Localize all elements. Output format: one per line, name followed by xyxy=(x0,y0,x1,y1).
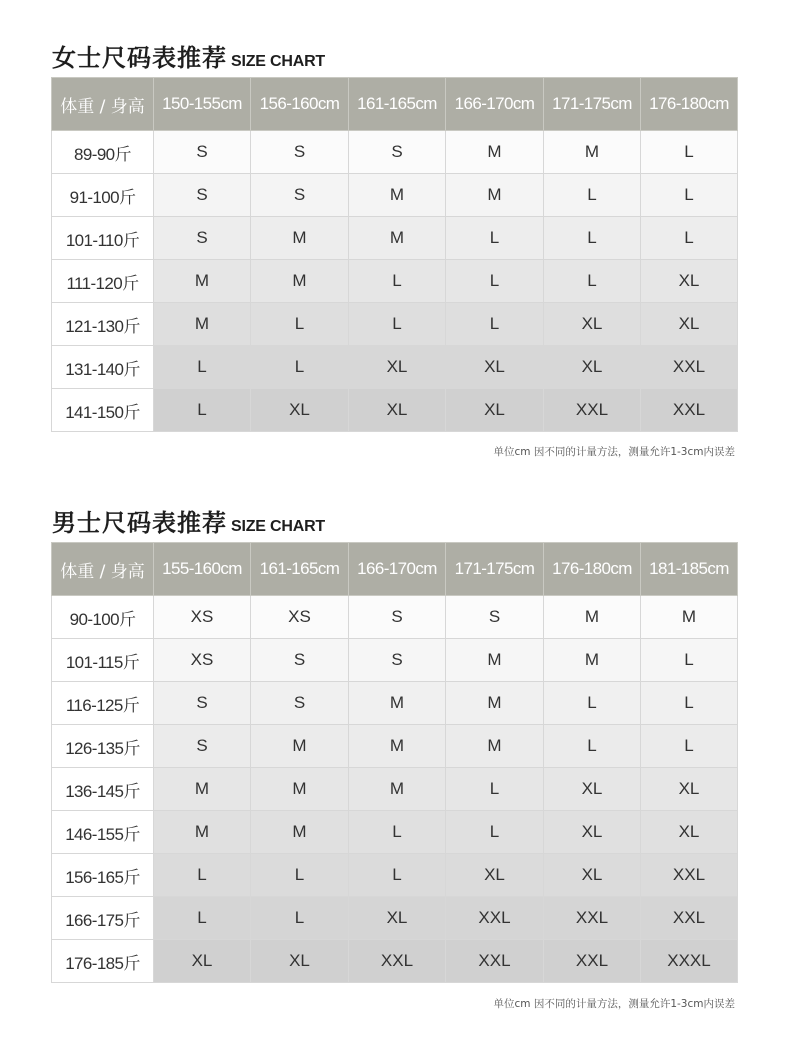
men-size-table xyxy=(51,542,738,983)
men-size-cell: XL xyxy=(544,768,641,811)
men-size-cell: L xyxy=(349,854,446,897)
women-weight-cell: 89-90斤 xyxy=(52,131,154,174)
women-size-cell: XXL xyxy=(544,389,641,432)
men-table-row xyxy=(52,596,738,639)
men-size-cell: L xyxy=(154,897,251,940)
men-size-cell: XXL xyxy=(446,897,544,940)
women-height-header: 176-180cm xyxy=(641,78,738,131)
women-size-cell: L xyxy=(446,217,544,260)
men-size-cell: XS xyxy=(251,596,349,639)
men-size-cell: L xyxy=(641,682,738,725)
women-weight-cell: 141-150斤 xyxy=(52,389,154,432)
women-size-cell: L xyxy=(641,131,738,174)
women-weight-cell: 101-110斤 xyxy=(52,217,154,260)
women-size-table xyxy=(51,77,738,432)
women-size-cell: L xyxy=(641,174,738,217)
men-size-cell: M xyxy=(446,639,544,682)
women-table-row xyxy=(52,303,738,346)
women-size-cell: XL xyxy=(641,260,738,303)
women-table-row xyxy=(52,346,738,389)
women-size-cell: L xyxy=(349,303,446,346)
women-weight-cell: 121-130斤 xyxy=(52,303,154,346)
men-section-title xyxy=(52,503,325,538)
men-size-cell: XXXL xyxy=(641,940,738,983)
women-height-header: 150-155cm xyxy=(154,78,251,131)
men-weight-cell: 116-125斤 xyxy=(52,682,154,725)
women-header-row xyxy=(52,78,738,131)
women-weight-cell: 131-140斤 xyxy=(52,346,154,389)
women-size-cell: M xyxy=(251,217,349,260)
women-size-cell: L xyxy=(641,217,738,260)
men-size-cell: M xyxy=(251,725,349,768)
men-height-header: 166-170cm xyxy=(349,543,446,596)
men-size-cell: XXL xyxy=(544,940,641,983)
men-table-row xyxy=(52,639,738,682)
women-size-cell: XL xyxy=(641,303,738,346)
women-size-cell: L xyxy=(349,260,446,303)
women-size-cell: XL xyxy=(349,346,446,389)
women-size-cell: L xyxy=(544,217,641,260)
men-size-cell: XXL xyxy=(446,940,544,983)
women-title-zh: 女士尺码表推荐 xyxy=(52,44,227,72)
men-size-cell: S xyxy=(154,682,251,725)
women-size-cell: L xyxy=(154,346,251,389)
men-weight-cell: 176-185斤 xyxy=(52,940,154,983)
men-size-cell: XL xyxy=(349,897,446,940)
women-height-header: 161-165cm xyxy=(349,78,446,131)
women-size-cell: M xyxy=(154,303,251,346)
men-size-cell: XXL xyxy=(544,897,641,940)
men-size-cell: M xyxy=(544,596,641,639)
men-size-cell: XL xyxy=(641,768,738,811)
women-size-cell: XL xyxy=(544,346,641,389)
men-size-cell: S xyxy=(154,725,251,768)
men-title-en: SIZE CHART xyxy=(231,518,326,535)
men-size-cell: M xyxy=(349,682,446,725)
women-size-cell: XL xyxy=(446,346,544,389)
women-size-cell: XL xyxy=(251,389,349,432)
men-size-cell: L xyxy=(349,811,446,854)
women-size-cell: S xyxy=(154,131,251,174)
men-weight-cell: 101-115斤 xyxy=(52,639,154,682)
men-table-row xyxy=(52,725,738,768)
men-size-cell: XXL xyxy=(641,897,738,940)
men-size-cell: XL xyxy=(641,811,738,854)
women-size-cell: L xyxy=(251,346,349,389)
women-size-cell: L xyxy=(446,260,544,303)
women-size-cell: M xyxy=(446,174,544,217)
men-size-cell: XL xyxy=(544,811,641,854)
men-size-cell: L xyxy=(641,639,738,682)
women-table-row xyxy=(52,174,738,217)
men-size-cell: XL xyxy=(251,940,349,983)
women-size-cell: M xyxy=(349,174,446,217)
women-table-row xyxy=(52,131,738,174)
women-weight-cell: 91-100斤 xyxy=(52,174,154,217)
men-size-cell: L xyxy=(251,897,349,940)
men-size-cell: M xyxy=(251,768,349,811)
men-size-cell: S xyxy=(251,639,349,682)
men-size-cell: L xyxy=(446,768,544,811)
men-size-cell: XL xyxy=(446,854,544,897)
men-weight-cell: 90-100斤 xyxy=(52,596,154,639)
men-size-cell: S xyxy=(251,682,349,725)
women-height-header: 166-170cm xyxy=(446,78,544,131)
men-size-cell: L xyxy=(446,811,544,854)
women-size-cell: XXL xyxy=(641,389,738,432)
men-size-cell: S xyxy=(349,639,446,682)
men-height-header: 171-175cm xyxy=(446,543,544,596)
women-measurement-note: 单位cm 因不同的计量方法，测量允许1-3cm内误差 xyxy=(493,446,735,458)
men-size-cell: M xyxy=(349,768,446,811)
men-table-row xyxy=(52,854,738,897)
men-height-header: 176-180cm xyxy=(544,543,641,596)
men-size-cell: M xyxy=(251,811,349,854)
men-size-cell: S xyxy=(349,596,446,639)
women-size-cell: M xyxy=(251,260,349,303)
men-size-cell: XXL xyxy=(641,854,738,897)
men-size-cell: XL xyxy=(544,854,641,897)
men-weight-cell: 156-165斤 xyxy=(52,854,154,897)
men-size-cell: XL xyxy=(154,940,251,983)
men-corner-label: 体重 / 身高 xyxy=(52,543,154,596)
women-size-cell: L xyxy=(251,303,349,346)
men-height-header: 155-160cm xyxy=(154,543,251,596)
women-size-cell: S xyxy=(154,174,251,217)
women-height-header: 156-160cm xyxy=(251,78,349,131)
women-size-cell: XL xyxy=(349,389,446,432)
women-size-cell: M xyxy=(154,260,251,303)
men-weight-cell: 126-135斤 xyxy=(52,725,154,768)
men-size-cell: L xyxy=(251,854,349,897)
men-size-cell: M xyxy=(446,725,544,768)
women-table-row xyxy=(52,389,738,432)
men-table-row xyxy=(52,768,738,811)
women-size-cell: L xyxy=(544,174,641,217)
women-size-cell: L xyxy=(154,389,251,432)
women-weight-cell: 111-120斤 xyxy=(52,260,154,303)
men-size-cell: L xyxy=(544,682,641,725)
men-size-cell: M xyxy=(544,639,641,682)
women-size-cell: S xyxy=(349,131,446,174)
women-table-row xyxy=(52,260,738,303)
women-title-en: SIZE CHART xyxy=(231,53,326,70)
men-table-row xyxy=(52,940,738,983)
women-size-cell: M xyxy=(349,217,446,260)
women-size-cell: M xyxy=(446,131,544,174)
women-size-cell: L xyxy=(446,303,544,346)
women-corner-label: 体重 / 身高 xyxy=(52,78,154,131)
men-size-cell: M xyxy=(154,811,251,854)
men-table-row xyxy=(52,682,738,725)
women-size-cell: S xyxy=(251,174,349,217)
men-height-header: 161-165cm xyxy=(251,543,349,596)
men-size-cell: XS xyxy=(154,596,251,639)
women-size-cell: XXL xyxy=(641,346,738,389)
men-size-cell: M xyxy=(349,725,446,768)
men-size-cell: M xyxy=(641,596,738,639)
men-size-cell: S xyxy=(446,596,544,639)
women-section-title xyxy=(52,38,325,73)
women-size-cell: XL xyxy=(544,303,641,346)
men-size-cell: M xyxy=(446,682,544,725)
men-measurement-note: 单位cm 因不同的计量方法，测量允许1-3cm内误差 xyxy=(493,998,735,1010)
men-size-cell: M xyxy=(154,768,251,811)
men-size-cell: XXL xyxy=(349,940,446,983)
men-weight-cell: 166-175斤 xyxy=(52,897,154,940)
men-weight-cell: 136-145斤 xyxy=(52,768,154,811)
women-size-cell: L xyxy=(544,260,641,303)
men-size-cell: XS xyxy=(154,639,251,682)
men-height-header: 181-185cm xyxy=(641,543,738,596)
men-weight-cell: 146-155斤 xyxy=(52,811,154,854)
men-size-cell: L xyxy=(544,725,641,768)
women-height-header: 171-175cm xyxy=(544,78,641,131)
men-size-cell: L xyxy=(154,854,251,897)
women-size-cell: XL xyxy=(446,389,544,432)
women-size-cell: S xyxy=(154,217,251,260)
women-size-cell: M xyxy=(544,131,641,174)
women-table-row xyxy=(52,217,738,260)
men-title-zh: 男士尺码表推荐 xyxy=(52,509,227,537)
men-table-row xyxy=(52,897,738,940)
women-size-cell: S xyxy=(251,131,349,174)
men-size-cell: L xyxy=(641,725,738,768)
men-table-row xyxy=(52,811,738,854)
men-header-row xyxy=(52,543,738,596)
